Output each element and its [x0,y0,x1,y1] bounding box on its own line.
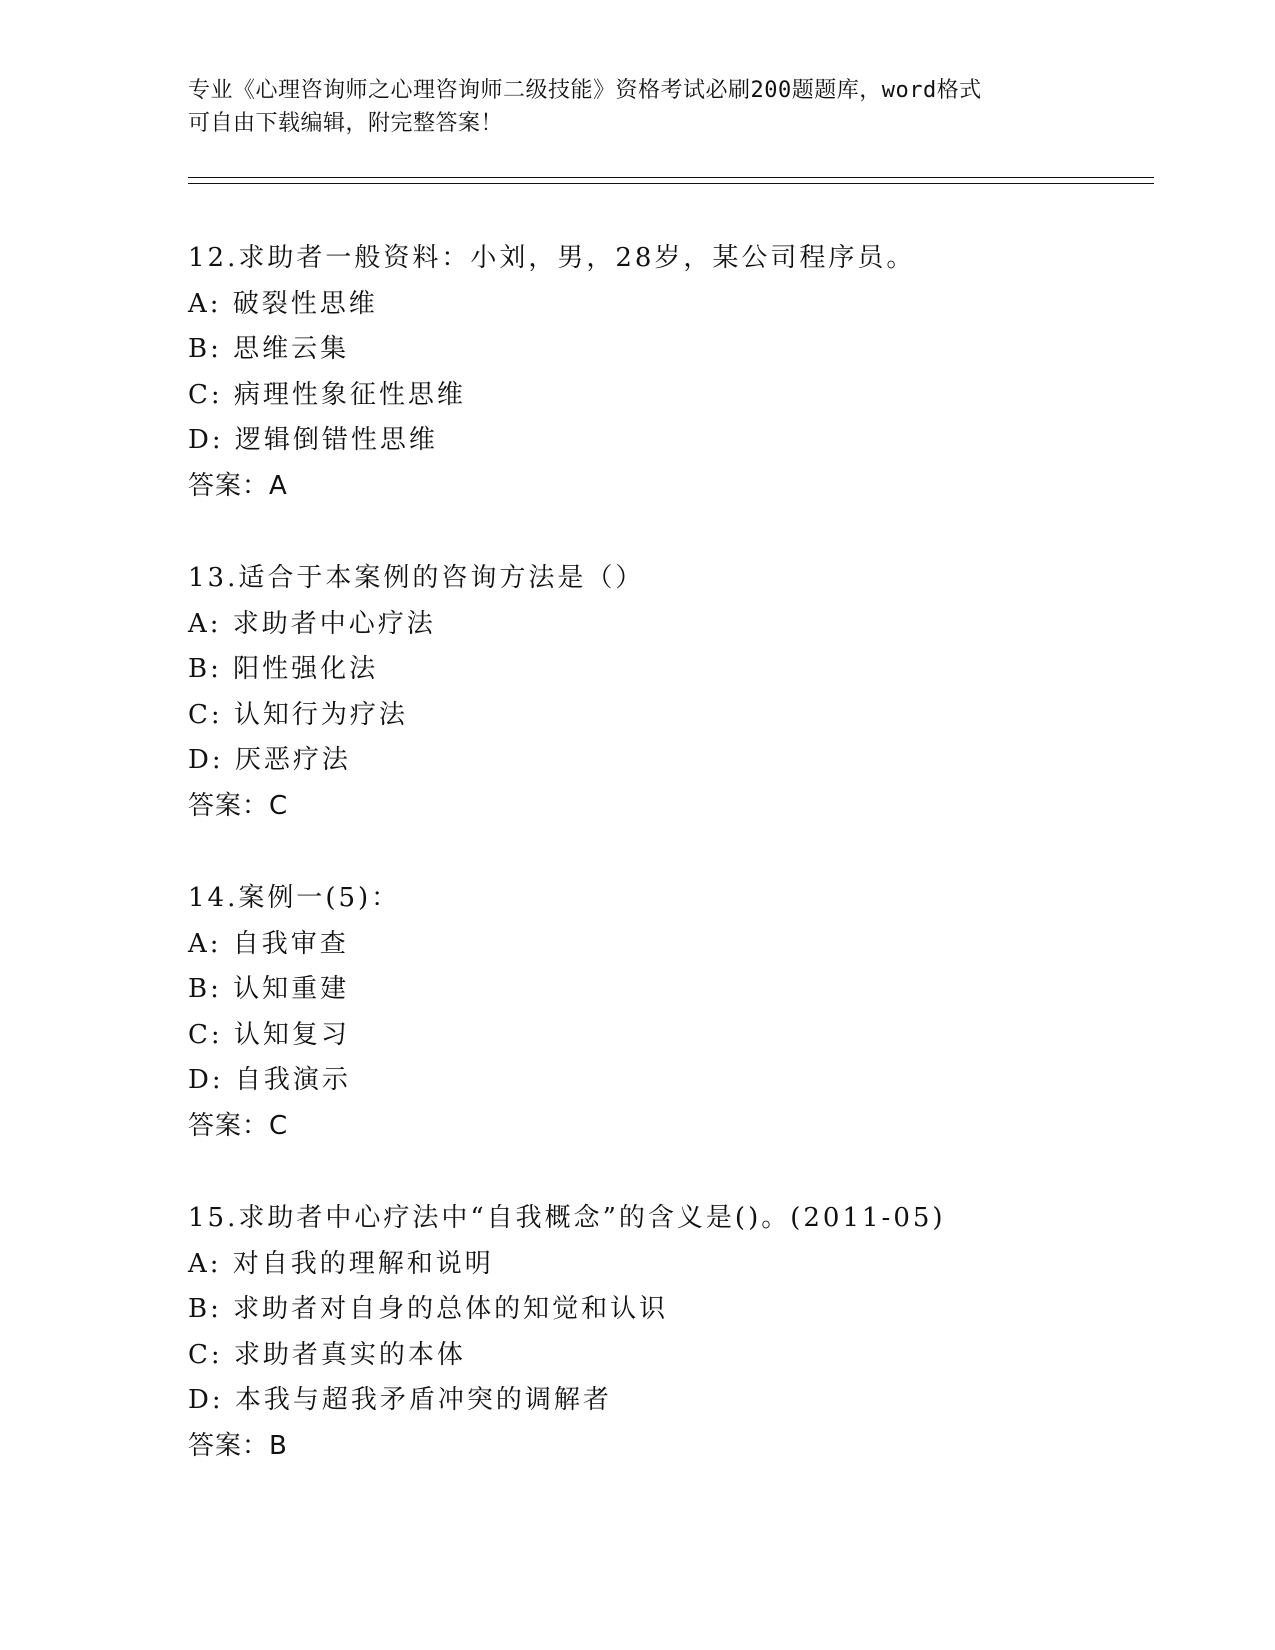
answer-line: 答案：C [188,790,289,821]
question-stem: 13.适合于本案例的咨询方法是（） [188,563,645,593]
option-b: B: 思维云集 [188,334,350,364]
option-a: A: 对自我的理解和说明 [188,1248,494,1279]
option-d: D: 自我演示 [188,1065,351,1095]
option-d: D: 厌恶疗法 [188,745,351,775]
question-15 [188,1196,1168,1516]
option-c: C: 认知行为疗法 [188,699,408,730]
option-d: D: 逻辑倒错性思维 [188,425,438,455]
option-b: B: 认知重建 [188,974,350,1004]
question-14 [188,876,1168,1196]
question-12 [188,236,1168,556]
option-a: A: 自我审查 [188,928,349,959]
answer-line: 答案：C [188,1110,289,1141]
header-line-1: 专业《心理咨询师之心理咨询师二级技能》资格考试必刷200题题库，word格式 [188,78,982,103]
option-d: D: 本我与超我矛盾冲突的调解者 [188,1385,612,1415]
option-a: A: 求助者中心疗法 [188,608,436,639]
question-stem: 12.求助者一般资料：小刘，男，28岁，某公司程序员。 [188,243,916,273]
header-line-2: 可自由下载编辑，附完整答案！ [188,111,504,136]
option-c: C: 认知复习 [188,1019,350,1050]
header-divider-bottom [188,183,1154,184]
document-header [188,74,1088,140]
answer-line: 答案：A [188,470,288,501]
question-list [188,236,1168,1516]
answer-line: 答案：B [188,1430,288,1461]
header-divider-top [188,177,1154,178]
question-stem: 14.案例一(5)： [188,883,401,913]
option-a: A: 破裂性思维 [188,288,378,319]
option-c: C: 求助者真实的本体 [188,1339,466,1370]
option-b: B: 阳性强化法 [188,654,379,684]
option-c: C: 病理性象征性思维 [188,379,466,410]
option-b: B: 求助者对自身的总体的知觉和认识 [188,1294,669,1324]
question-stem: 15.求助者中心疗法中“自我概念”的含义是()。(2011-05) [188,1203,946,1233]
question-13 [188,556,1168,876]
